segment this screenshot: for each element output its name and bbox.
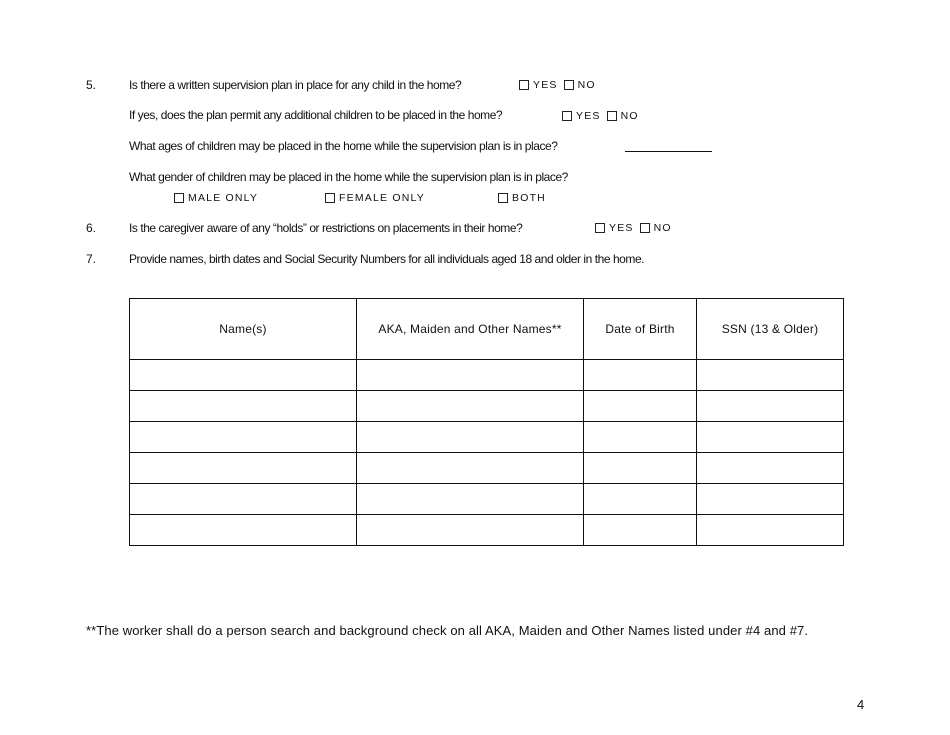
- aka-cell[interactable]: [357, 422, 584, 453]
- question-6-text: Is the caregiver aware of any “holds” or restrictions on placements in their home?: [129, 221, 523, 235]
- question-5d-text: What gender of children may be placed in the home while the supervision plan is in place?: [129, 170, 568, 184]
- aka-cell[interactable]: [357, 391, 584, 422]
- no-label: NO: [620, 110, 639, 122]
- no-label: NO: [653, 222, 672, 234]
- name-cell[interactable]: [130, 484, 357, 515]
- yes-checkbox[interactable]: [519, 80, 529, 90]
- question-number-7: 7.: [86, 252, 97, 266]
- no-checkbox[interactable]: [564, 80, 574, 90]
- question-5-text: Is there a written supervision plan in place for any child in the home?: [129, 78, 462, 92]
- table-header-row: [130, 299, 844, 360]
- both-label: BOTH: [512, 192, 546, 204]
- aka-cell[interactable]: [357, 453, 584, 484]
- household-members-table: [129, 298, 844, 546]
- ages-blank-line[interactable]: [625, 151, 712, 152]
- question-5-options: [519, 79, 596, 91]
- male-only-label: MALE ONLY: [188, 192, 259, 204]
- male-only-checkbox[interactable]: [174, 193, 184, 203]
- table-row: [130, 515, 844, 546]
- yes-checkbox[interactable]: [562, 111, 572, 121]
- header-ssn: SSN (13 & Older): [697, 299, 844, 360]
- header-aka: AKA, Maiden and Other Names**: [357, 299, 584, 360]
- header-dob: Date of Birth: [584, 299, 697, 360]
- name-cell[interactable]: [130, 360, 357, 391]
- female-only-checkbox[interactable]: [325, 193, 335, 203]
- ssn-cell[interactable]: [697, 453, 844, 484]
- name-cell[interactable]: [130, 453, 357, 484]
- table-row: [130, 360, 844, 391]
- both-checkbox[interactable]: [498, 193, 508, 203]
- question-6-options: [595, 222, 672, 234]
- ssn-cell[interactable]: [697, 484, 844, 515]
- question-5b-options: [562, 110, 639, 122]
- gender-option-both: [498, 192, 546, 204]
- yes-label: YES: [576, 110, 601, 122]
- dob-cell[interactable]: [584, 360, 697, 391]
- gender-option-male: [174, 192, 258, 204]
- dob-cell[interactable]: [584, 453, 697, 484]
- aka-cell[interactable]: [357, 484, 584, 515]
- dob-cell[interactable]: [584, 391, 697, 422]
- no-checkbox[interactable]: [640, 223, 650, 233]
- ssn-cell[interactable]: [697, 422, 844, 453]
- footnote: **The worker shall do a person search and background check on all AKA, Maiden and Other Names listed under #4 and #7.: [86, 623, 809, 638]
- table-row: [130, 453, 844, 484]
- no-checkbox[interactable]: [607, 111, 617, 121]
- dob-cell[interactable]: [584, 515, 697, 546]
- table-row: [130, 391, 844, 422]
- page-number: 4: [857, 697, 865, 712]
- yes-label: YES: [609, 222, 634, 234]
- name-cell[interactable]: [130, 422, 357, 453]
- question-5c-text: What ages of children may be placed in the home while the supervision plan is in place?: [129, 139, 558, 153]
- question-number-6: 6.: [86, 221, 97, 235]
- table-row: [130, 422, 844, 453]
- question-5b-text: If yes, does the plan permit any additional children to be placed in the home?: [129, 108, 503, 122]
- ssn-cell[interactable]: [697, 391, 844, 422]
- yes-label: YES: [533, 79, 558, 91]
- ssn-cell[interactable]: [697, 360, 844, 391]
- female-only-label: FEMALE ONLY: [339, 192, 425, 204]
- name-cell[interactable]: [130, 391, 357, 422]
- question-number-5: 5.: [86, 78, 97, 92]
- question-7-text: Provide names, birth dates and Social Security Numbers for all individuals aged 18 and older in the home.: [129, 252, 645, 266]
- table-row: [130, 484, 844, 515]
- dob-cell[interactable]: [584, 422, 697, 453]
- header-names: Name(s): [130, 299, 357, 360]
- aka-cell[interactable]: [357, 360, 584, 391]
- name-cell[interactable]: [130, 515, 357, 546]
- dob-cell[interactable]: [584, 484, 697, 515]
- yes-checkbox[interactable]: [595, 223, 605, 233]
- ssn-cell[interactable]: [697, 515, 844, 546]
- no-label: NO: [577, 79, 596, 91]
- gender-option-female: [325, 192, 425, 204]
- aka-cell[interactable]: [357, 515, 584, 546]
